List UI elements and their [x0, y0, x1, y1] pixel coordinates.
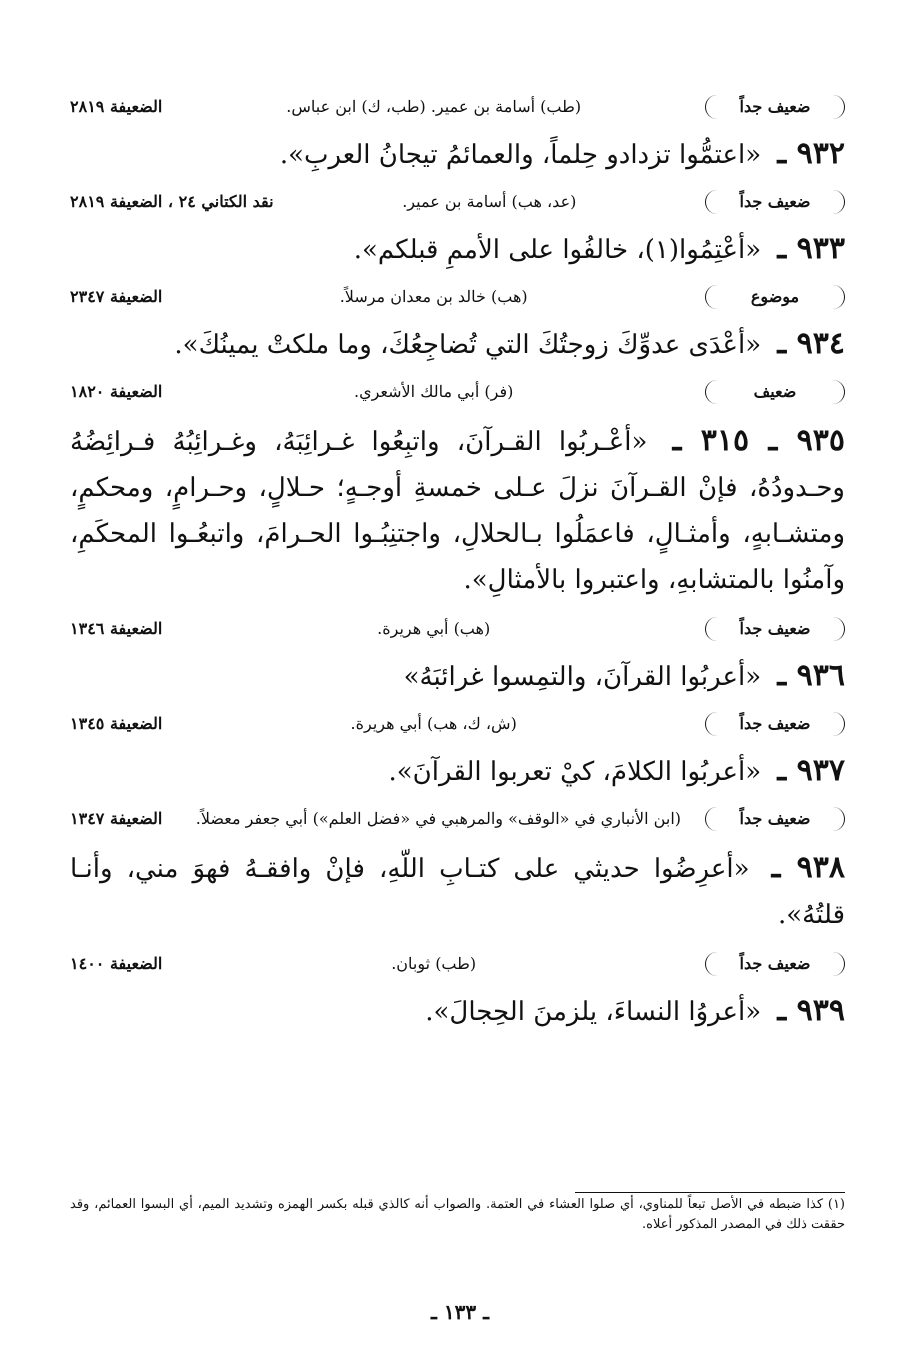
grade-badge: ضعيف جداً — [705, 617, 845, 641]
hadith-935 — [70, 418, 845, 603]
source-line — [70, 190, 845, 214]
source-refs: (عد، هب) أسامة بن عمير. — [402, 192, 577, 211]
source-refs: (طب) أسامة بن عمير. (طب، ك) ابن عباس. — [286, 97, 582, 116]
source-line — [70, 380, 845, 404]
hadith-text: «أعرِضُوا حديثي على كتـابِ اللّهِ، فإنْ وافقـهُ فهوَ مني، وأنـا قلتُهُ». — [70, 854, 845, 930]
grade-badge: ضعيف جداً — [705, 190, 845, 214]
hadith-text: «أعْتِمُوا(١)، خالفُوا على الأممِ قبلكم». — [353, 235, 762, 265]
source-line — [70, 285, 845, 309]
hadith-text: «أعربُوا الكلامَ، كيْ تعربوا القرآنَ». — [388, 757, 762, 787]
hadith-932 — [70, 133, 845, 176]
hadith-939 — [70, 990, 845, 1033]
source-line — [70, 952, 845, 976]
source-line — [70, 807, 845, 831]
hadith-number: ٩٣٢ ـ — [777, 136, 845, 171]
citation: الضعيفة ١٣٤٧ — [70, 809, 163, 828]
source-refs — [162, 807, 705, 831]
source-refs-text: (ابن الأنباري في «الوقف» والمرهبي في «فضل العلم») أبي جعفر معضلاً. — [195, 809, 681, 828]
source-line — [70, 95, 845, 119]
grade-badge: ضعيف جداً — [705, 952, 845, 976]
citation: الضعيفة ١٤٠٠ — [70, 954, 163, 973]
source-line — [70, 712, 845, 736]
source-refs: (ش، ك، هب) أبي هريرة. — [350, 714, 517, 733]
hadith-text: «أعروُا النساءَ، يلزمنَ الحِجالَ». — [425, 997, 762, 1027]
hadith-number: ٩٣٣ ـ — [777, 231, 845, 266]
hadith-938 — [70, 845, 845, 938]
hadith-text: «أعْدَى عدوِّكَ زوجتُكَ التي تُضاجِعُكَ، وما ملكتْ يمينُكَ». — [174, 330, 762, 360]
hadith-number: ٩٣٧ ـ — [777, 753, 845, 788]
page-number: ـ ١٣٣ ـ — [431, 1300, 489, 1324]
footnote: (١) كذا ضبطه في الأصل تبعاً للمناوي، أي صلوا العشاء في العتمة. والصواب أنه كالذي قبله بكسر الهمزه وتشديد الميم، أي البسوا العمائم، وقد حققت ذلك في المصدر المذكور أعلاه. — [70, 1197, 845, 1232]
hadith-text: «أعْـربُوا القـرآنَ، واتبِعُوا غـرائِبَهُ، وغـرائِبُهُ فـرائِضُهُ وحـدودُهُ، فإنْ القـرآنَ نزلَ عـلى خمسةِ أوجـهٍ؛ حـلالٍ، وحـرامٍ، ومحكمٍ، ومتشـابهٍ، وأمثـالٍ، فاعمَلُوا بـالحلالِ، واجتنِبُـوا الحـرامَ، واتبعُـوا المحكَمِ، وآمنُوا بالمتشابهِ، واعتبروا بالأمثالِ». — [70, 427, 845, 595]
source-refs: (هب) خالد بن معدان مرسلاً. — [339, 287, 528, 306]
citation: الضعيفة ٢٨١٩ — [70, 97, 163, 116]
source-refs: (هب) أبي هريرة. — [377, 619, 491, 638]
grade-badge: ضعيف جداً — [705, 807, 845, 831]
page-body — [70, 95, 845, 1047]
citation: الضعيفة ١٣٤٥ — [70, 714, 163, 733]
hadith-number: ٩٣٤ ـ — [777, 326, 845, 361]
hadith-936 — [70, 655, 845, 698]
hadith-text: «اعتمُّوا تزدادو حِلماً، والعمائمُ تيجانُ العربِ». — [279, 140, 762, 170]
hadith-933 — [70, 228, 845, 271]
citation: الضعيفة ٢٣٤٧ — [70, 287, 163, 306]
grade-badge: ضعيف جداً — [705, 712, 845, 736]
hadith-text: «أعربُوا القرآنَ، والتمِسوا غرائبَهُ» — [403, 662, 762, 692]
hadith-number: ٩٣٥ ـ ٣١٥ ـ — [672, 423, 846, 458]
citation: الضعيفة ١٣٤٦ — [70, 619, 163, 638]
footnote-divider — [575, 1192, 845, 1193]
source-refs: (طب) ثوبان. — [391, 954, 477, 973]
grade-badge: ضعيف جداً — [705, 95, 845, 119]
source-line — [70, 617, 845, 641]
citation: نقد الكتاني ٢٤ ، الضعيفة ٢٨١٩ — [70, 192, 274, 211]
hadith-number: ٩٣٦ ـ — [777, 658, 845, 693]
hadith-number: ٩٣٨ ـ — [771, 850, 846, 885]
grade-badge: ضعيف — [705, 380, 845, 404]
citation: الضعيفة ١٨٢٠ — [70, 382, 163, 401]
grade-badge: موضوع — [705, 285, 845, 309]
hadith-number: ٩٣٩ ـ — [777, 993, 845, 1028]
source-refs: (فر) أبي مالك الأشعري. — [353, 382, 514, 401]
hadith-934 — [70, 323, 845, 366]
hadith-937 — [70, 750, 845, 793]
